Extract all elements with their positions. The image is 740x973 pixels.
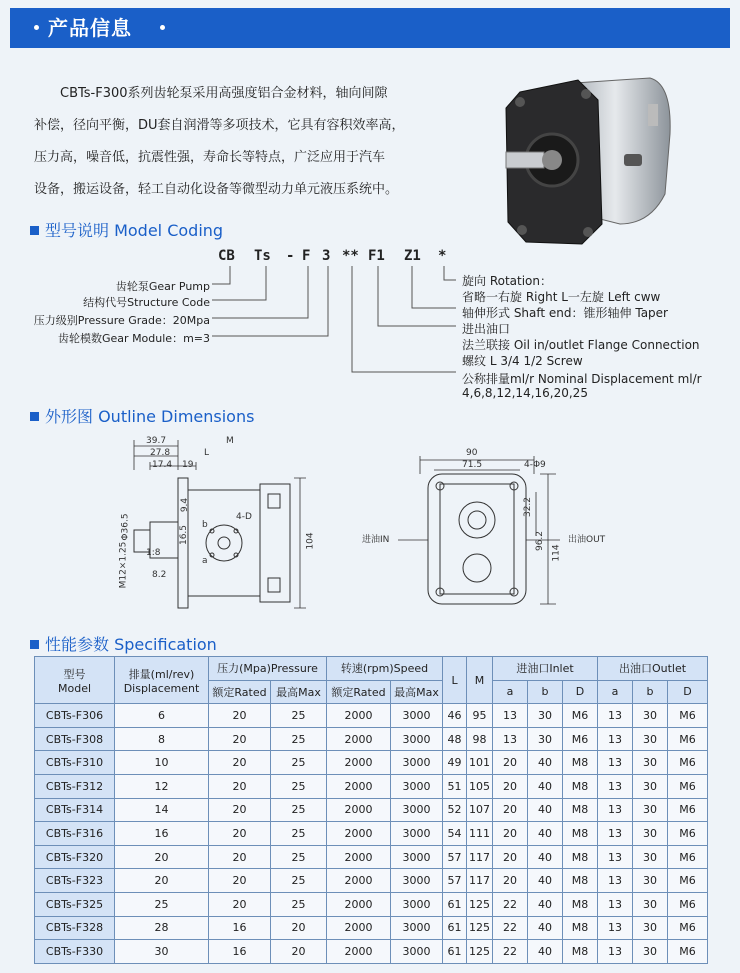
table-cell: M6 bbox=[668, 822, 708, 846]
table-cell: 3000 bbox=[391, 916, 443, 940]
code-part: CB bbox=[218, 248, 235, 264]
table-cell: M8 bbox=[563, 798, 598, 822]
coding-label-right: 法兰联接 Oil in/outlet Flange Connection bbox=[462, 338, 700, 352]
table-cell: 20 bbox=[493, 751, 528, 775]
table-cell: 13 bbox=[598, 869, 633, 893]
table-cell: 22 bbox=[493, 916, 528, 940]
dim-label: 96.2 bbox=[535, 530, 546, 552]
table-cell: 22 bbox=[493, 892, 528, 916]
code-part: F1 bbox=[368, 248, 385, 264]
table-row bbox=[35, 916, 708, 940]
table-cell: 13 bbox=[598, 798, 633, 822]
table-cell: 20 bbox=[209, 845, 271, 869]
coding-label-right: 公称排量ml/r Nominal Displacement ml/r bbox=[462, 372, 702, 386]
coding-label-right: 进出油口 bbox=[462, 322, 511, 336]
table-cell: 25 bbox=[271, 845, 327, 869]
table-cell: M8 bbox=[563, 845, 598, 869]
table-cell: 30 bbox=[633, 751, 668, 775]
header-speed-max: 最高Max bbox=[391, 680, 443, 704]
table-cell: 125 bbox=[467, 892, 493, 916]
table-cell: 117 bbox=[467, 869, 493, 893]
table-cell: 101 bbox=[467, 751, 493, 775]
table-cell: 57 bbox=[443, 869, 467, 893]
code-part: Z1 bbox=[404, 248, 421, 264]
table-cell: 25 bbox=[271, 774, 327, 798]
dim-label: 104 bbox=[305, 532, 316, 550]
model-cell: CBTs-F312 bbox=[35, 774, 115, 798]
table-cell: M8 bbox=[563, 940, 598, 964]
table-cell: 14 bbox=[115, 798, 209, 822]
table-cell: 40 bbox=[528, 869, 563, 893]
header-pressure: 压力(Mpa)Pressure bbox=[209, 657, 327, 681]
table-row bbox=[35, 940, 708, 964]
header-inlet-D: D bbox=[563, 680, 598, 704]
dim-label: 17.4 bbox=[152, 460, 173, 470]
table-cell: 2000 bbox=[327, 704, 391, 728]
table-cell: 3000 bbox=[391, 940, 443, 964]
dim-label: 90 bbox=[466, 448, 478, 458]
dim-label: 19 bbox=[182, 460, 194, 470]
table-cell: 20 bbox=[493, 845, 528, 869]
table-cell: M6 bbox=[668, 940, 708, 964]
table-cell: 3000 bbox=[391, 822, 443, 846]
dim-label: 8.2 bbox=[152, 570, 167, 580]
header-outlet-b: b bbox=[633, 680, 668, 704]
table-cell: 40 bbox=[528, 774, 563, 798]
table-cell: 61 bbox=[443, 940, 467, 964]
dim-label: 39.7 bbox=[146, 436, 167, 446]
header-inlet-a: a bbox=[493, 680, 528, 704]
header-outlet: 出油口Outlet bbox=[598, 657, 708, 681]
model-cell: CBTs-F314 bbox=[35, 798, 115, 822]
table-row bbox=[35, 774, 708, 798]
table-cell: 2000 bbox=[327, 727, 391, 751]
table-cell: 30 bbox=[528, 727, 563, 751]
spec-table bbox=[34, 656, 708, 964]
model-cell: CBTs-F328 bbox=[35, 916, 115, 940]
model-cell: CBTs-F330 bbox=[35, 940, 115, 964]
intro-line: CBTs-F300系列齿轮泵采用高强度铝合金材料，轴向间隙 bbox=[60, 86, 388, 101]
table-cell: M6 bbox=[668, 845, 708, 869]
dim-label: 32.2 bbox=[523, 496, 534, 518]
table-cell: 20 bbox=[271, 940, 327, 964]
table-cell: 12 bbox=[115, 774, 209, 798]
table-cell: M6 bbox=[668, 869, 708, 893]
table-cell: 30 bbox=[528, 704, 563, 728]
header-inlet-b: b bbox=[528, 680, 563, 704]
table-cell: 40 bbox=[528, 822, 563, 846]
code-part: - bbox=[286, 248, 295, 264]
table-cell: 2000 bbox=[327, 845, 391, 869]
table-cell: 16 bbox=[115, 822, 209, 846]
coding-label-right: 省略一右旋 Right L一左旋 Left cww bbox=[462, 290, 661, 304]
coding-label-left: 齿轮泵Gear Pump bbox=[115, 280, 210, 293]
dim-label: L bbox=[204, 448, 210, 458]
table-cell: M8 bbox=[563, 774, 598, 798]
table-cell: 13 bbox=[493, 704, 528, 728]
dim-label: Φ36.5 bbox=[120, 513, 131, 541]
table-cell: 13 bbox=[598, 916, 633, 940]
table-cell: 20 bbox=[209, 798, 271, 822]
table-cell: M8 bbox=[563, 892, 598, 916]
dim-label: 71.5 bbox=[462, 460, 483, 470]
dim-label: 114 bbox=[551, 544, 562, 562]
table-row bbox=[35, 869, 708, 893]
table-cell: M6 bbox=[563, 727, 598, 751]
table-cell: 20 bbox=[209, 727, 271, 751]
table-cell: 2000 bbox=[327, 774, 391, 798]
table-cell: 107 bbox=[467, 798, 493, 822]
table-cell: 2000 bbox=[327, 751, 391, 775]
model-cell: CBTs-F325 bbox=[35, 892, 115, 916]
model-cell: CBTs-F316 bbox=[35, 822, 115, 846]
table-cell: 30 bbox=[633, 774, 668, 798]
table-cell: 13 bbox=[598, 774, 633, 798]
table-cell: 30 bbox=[633, 845, 668, 869]
coding-label-left: 压力级别Pressure Grade：20Mpa bbox=[33, 314, 210, 327]
table-cell: 2000 bbox=[327, 798, 391, 822]
table-cell: 20 bbox=[209, 892, 271, 916]
table-cell: 25 bbox=[271, 798, 327, 822]
table-cell: 40 bbox=[528, 751, 563, 775]
intro-line: 设备，搬运设备，轻工自动化设备等微型动力单元液压系统中。 bbox=[34, 182, 399, 197]
header-L: L bbox=[443, 657, 467, 704]
table-cell: 13 bbox=[598, 940, 633, 964]
table-cell: 30 bbox=[115, 940, 209, 964]
header-pressure-rated: 额定Rated bbox=[209, 680, 271, 704]
table-cell: 3000 bbox=[391, 892, 443, 916]
table-cell: 25 bbox=[271, 751, 327, 775]
table-cell: 117 bbox=[467, 845, 493, 869]
table-cell: 54 bbox=[443, 822, 467, 846]
table-cell: 28 bbox=[115, 916, 209, 940]
table-cell: 16 bbox=[209, 940, 271, 964]
model-cell: CBTs-F320 bbox=[35, 845, 115, 869]
table-cell: 61 bbox=[443, 892, 467, 916]
table-cell: M8 bbox=[563, 869, 598, 893]
table-cell: 98 bbox=[467, 727, 493, 751]
table-cell: 40 bbox=[528, 845, 563, 869]
table-cell: M6 bbox=[563, 704, 598, 728]
table-cell: 30 bbox=[633, 727, 668, 751]
model-coding-title: 型号说明 Model Coding bbox=[30, 218, 223, 241]
table-cell: 20 bbox=[493, 822, 528, 846]
table-cell: 2000 bbox=[327, 892, 391, 916]
table-cell: M6 bbox=[668, 774, 708, 798]
dim-label: 16.5 bbox=[179, 524, 190, 546]
intro-line: 补偿，径向平衡，DU套自润滑等多项技术，它具有容积效率高， bbox=[34, 118, 405, 133]
dim-label: 9.4 bbox=[180, 497, 191, 513]
coding-label-right: 螺纹 L 3/4 1/2 Screw bbox=[462, 354, 583, 368]
table-cell: M6 bbox=[668, 892, 708, 916]
dim-label: 4-D bbox=[236, 512, 252, 522]
table-cell: 13 bbox=[598, 822, 633, 846]
coding-label-right: 4,6,8,12,14,16,20,25 bbox=[462, 386, 588, 400]
dim-label: 进油IN bbox=[362, 535, 390, 545]
table-cell: 13 bbox=[598, 727, 633, 751]
table-cell: M8 bbox=[563, 751, 598, 775]
table-cell: 40 bbox=[528, 940, 563, 964]
table-cell: 20 bbox=[493, 798, 528, 822]
table-cell: 105 bbox=[467, 774, 493, 798]
coding-label-right: 轴伸形式 Shaft end：锥形轴伸 Taper bbox=[462, 306, 668, 320]
code-part: ** bbox=[342, 248, 359, 264]
table-cell: 13 bbox=[598, 845, 633, 869]
table-cell: M8 bbox=[563, 916, 598, 940]
table-cell: 3000 bbox=[391, 704, 443, 728]
table-cell: 2000 bbox=[327, 940, 391, 964]
table-row bbox=[35, 822, 708, 846]
table-cell: 20 bbox=[209, 774, 271, 798]
dim-label: M12×1.25 bbox=[118, 541, 129, 589]
coding-label-right: 旋向 Rotation： bbox=[462, 274, 553, 288]
table-cell: 20 bbox=[493, 869, 528, 893]
table-cell: 20 bbox=[115, 845, 209, 869]
table-cell: 51 bbox=[443, 774, 467, 798]
table-cell: 20 bbox=[271, 916, 327, 940]
table-cell: 40 bbox=[528, 798, 563, 822]
table-cell: 25 bbox=[271, 727, 327, 751]
table-cell: 10 bbox=[115, 751, 209, 775]
table-cell: 8 bbox=[115, 727, 209, 751]
table-cell: 22 bbox=[493, 940, 528, 964]
table-cell: 95 bbox=[467, 704, 493, 728]
table-cell: 20 bbox=[493, 774, 528, 798]
table-cell: 111 bbox=[467, 822, 493, 846]
model-cell: CBTs-F323 bbox=[35, 869, 115, 893]
table-cell: 16 bbox=[209, 916, 271, 940]
header-speed: 转速(rpm)Speed bbox=[327, 657, 443, 681]
model-cell: CBTs-F310 bbox=[35, 751, 115, 775]
outline-title: 外形图 Outline Dimensions bbox=[30, 404, 254, 427]
table-cell: 20 bbox=[209, 704, 271, 728]
dim-label: 27.8 bbox=[150, 448, 171, 458]
table-cell: 30 bbox=[633, 869, 668, 893]
section-square-icon bbox=[30, 640, 39, 649]
table-row bbox=[35, 845, 708, 869]
table-cell: 30 bbox=[633, 940, 668, 964]
header-pressure-max: 最高Max bbox=[271, 680, 327, 704]
banner-title: 产品信息 bbox=[48, 16, 132, 40]
coding-label-left: 齿轮模数Gear Module：m=3 bbox=[58, 332, 210, 345]
model-cell: CBTs-F308 bbox=[35, 727, 115, 751]
table-cell: 25 bbox=[271, 869, 327, 893]
coding-label-left: 结构代号Structure Code bbox=[83, 296, 210, 309]
header-outlet-D: D bbox=[668, 680, 708, 704]
code-part: * bbox=[438, 248, 447, 264]
table-cell: 20 bbox=[115, 869, 209, 893]
code-part: 3 bbox=[322, 248, 331, 264]
table-cell: 57 bbox=[443, 845, 467, 869]
table-cell: 30 bbox=[633, 822, 668, 846]
table-cell: 13 bbox=[493, 727, 528, 751]
table-cell: 40 bbox=[528, 892, 563, 916]
table-cell: M6 bbox=[668, 916, 708, 940]
table-cell: 6 bbox=[115, 704, 209, 728]
table-cell: M8 bbox=[563, 822, 598, 846]
header-M: M bbox=[467, 657, 493, 704]
table-cell: M6 bbox=[668, 727, 708, 751]
table-cell: 25 bbox=[115, 892, 209, 916]
table-cell: M6 bbox=[668, 798, 708, 822]
dim-label: b bbox=[202, 520, 208, 530]
table-cell: 30 bbox=[633, 704, 668, 728]
table-row bbox=[35, 892, 708, 916]
table-cell: 25 bbox=[271, 892, 327, 916]
table-row bbox=[35, 727, 708, 751]
table-cell: 30 bbox=[633, 916, 668, 940]
table-cell: 46 bbox=[443, 704, 467, 728]
table-cell: 61 bbox=[443, 916, 467, 940]
header-inlet: 进油口Inlet bbox=[493, 657, 598, 681]
table-cell: 3000 bbox=[391, 774, 443, 798]
spec-title: 性能参数 Specification bbox=[30, 632, 217, 655]
code-part: F bbox=[302, 248, 311, 264]
table-cell: 20 bbox=[209, 869, 271, 893]
table-cell: 125 bbox=[467, 940, 493, 964]
table-cell: 3000 bbox=[391, 869, 443, 893]
table-cell: 2000 bbox=[327, 916, 391, 940]
table-row bbox=[35, 704, 708, 728]
table-cell: 3000 bbox=[391, 751, 443, 775]
table-row bbox=[35, 798, 708, 822]
table-cell: 2000 bbox=[327, 822, 391, 846]
spec-table-body bbox=[35, 704, 708, 964]
header-model: 型号 Model bbox=[35, 657, 115, 704]
dim-label: a bbox=[202, 556, 208, 566]
header-outlet-a: a bbox=[598, 680, 633, 704]
table-cell: 52 bbox=[443, 798, 467, 822]
intro-line: 压力高，噪音低，抗震性强，寿命长等特点，广泛应用于汽车 bbox=[34, 150, 386, 165]
table-cell: 13 bbox=[598, 751, 633, 775]
dim-label: 4-Φ9 bbox=[524, 460, 546, 470]
table-row bbox=[35, 751, 708, 775]
model-cell: CBTs-F306 bbox=[35, 704, 115, 728]
table-cell: 30 bbox=[633, 798, 668, 822]
table-cell: 30 bbox=[633, 892, 668, 916]
header-speed-rated: 额定Rated bbox=[327, 680, 391, 704]
table-cell: 20 bbox=[209, 751, 271, 775]
table-cell: 25 bbox=[271, 704, 327, 728]
table-cell: 40 bbox=[528, 916, 563, 940]
table-cell: 13 bbox=[598, 892, 633, 916]
table-cell: 3000 bbox=[391, 845, 443, 869]
dim-label: 1:8 bbox=[146, 548, 161, 558]
table-cell: M6 bbox=[668, 751, 708, 775]
table-cell: 3000 bbox=[391, 798, 443, 822]
table-cell: 2000 bbox=[327, 869, 391, 893]
table-cell: 125 bbox=[467, 916, 493, 940]
code-part: Ts bbox=[254, 248, 271, 264]
table-cell: 25 bbox=[271, 822, 327, 846]
table-cell: 13 bbox=[598, 704, 633, 728]
table-cell: 49 bbox=[443, 751, 467, 775]
table-cell: M6 bbox=[668, 704, 708, 728]
dim-label: M bbox=[226, 436, 234, 446]
header-displacement: 排量(ml/rev) Displacement bbox=[115, 657, 209, 704]
table-cell: 20 bbox=[209, 822, 271, 846]
table-cell: 48 bbox=[443, 727, 467, 751]
table-cell: 3000 bbox=[391, 727, 443, 751]
dim-label: 出油OUT bbox=[568, 535, 606, 545]
